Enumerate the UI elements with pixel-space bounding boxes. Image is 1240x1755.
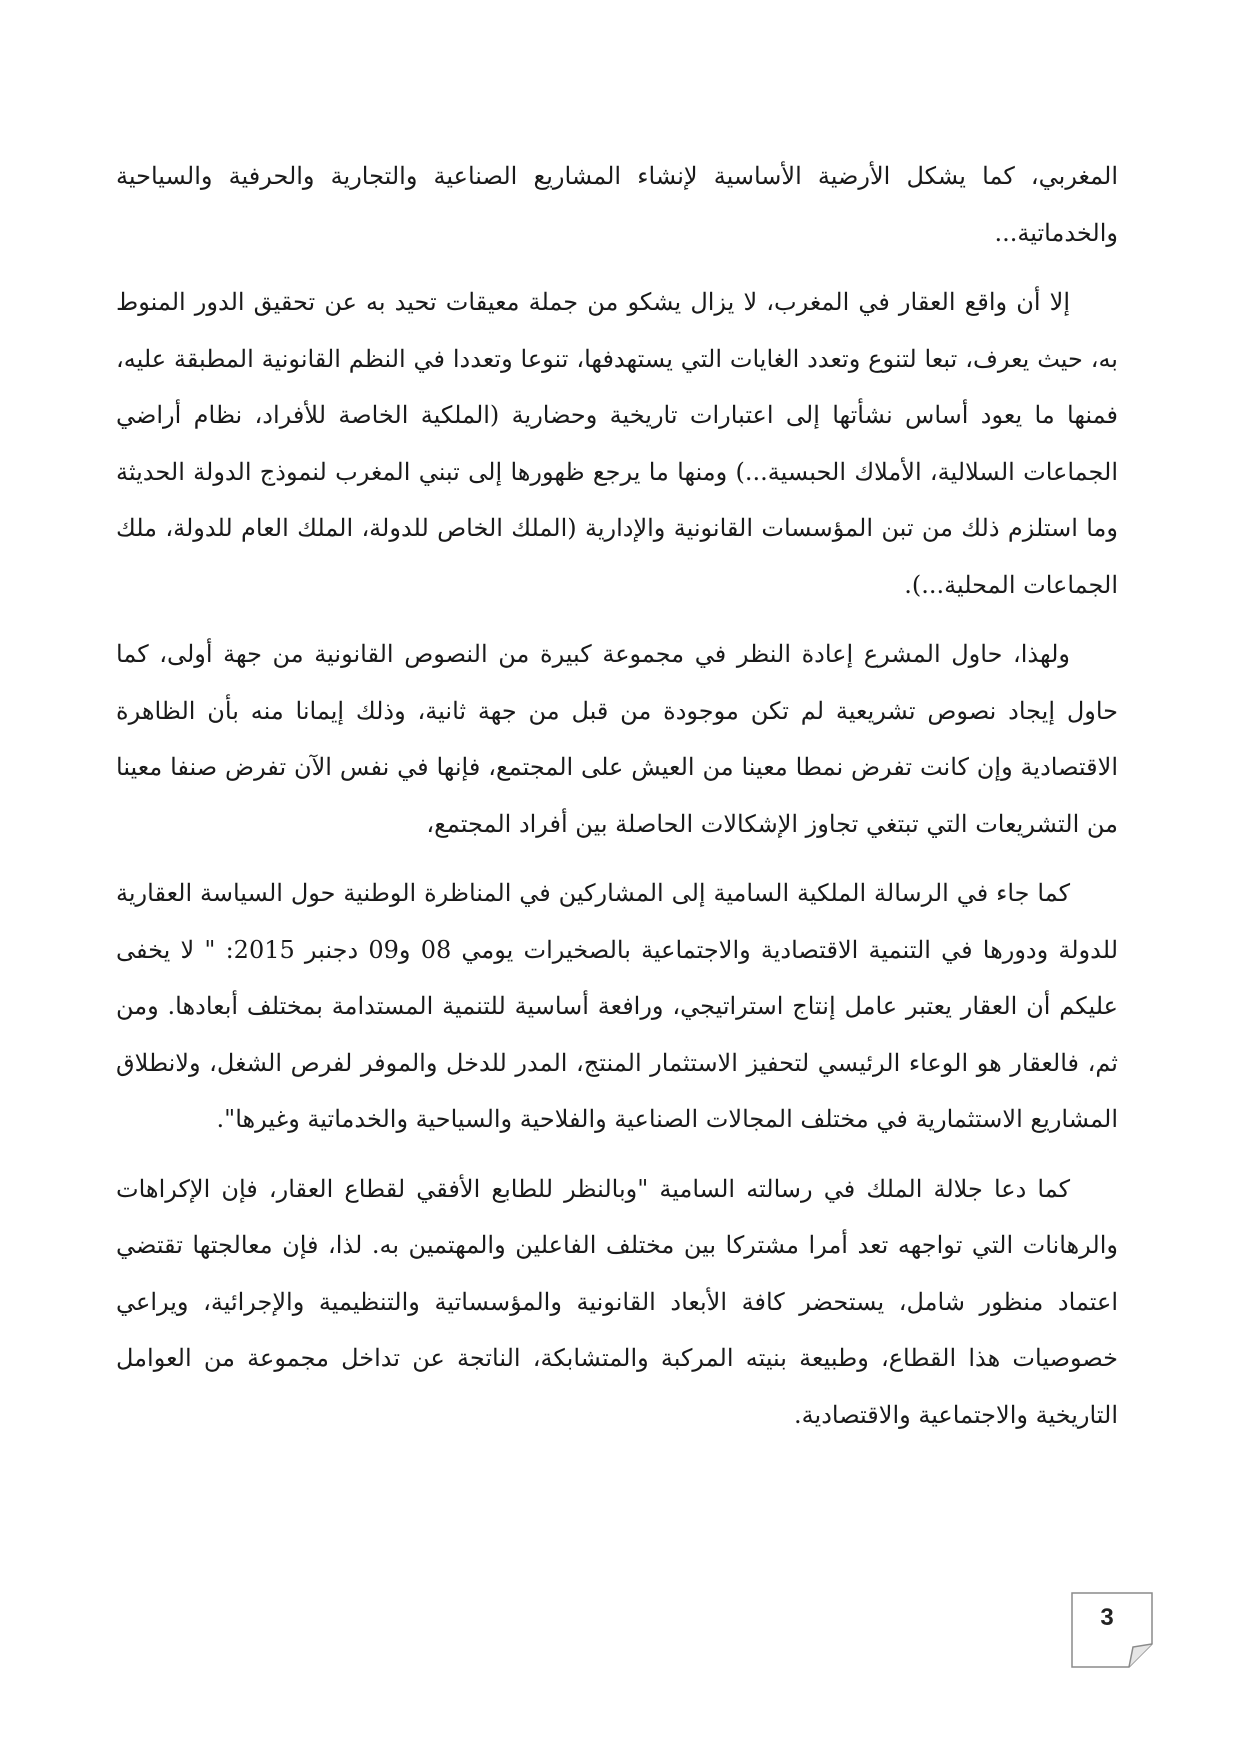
page-number: 3 [1100,1604,1114,1631]
paragraph-1: المغربي، كما يشكل الأرضية الأساسية لإنشاء المشاريع الصناعية والتجارية والحرفية والسياحية والخدماتية... [116,162,1118,247]
body-text [116,148,1118,1456]
paragraph-3: ولهذا، حاول المشرع إعادة النظر في مجموعة كبيرة من النصوص القانونية من جهة أولى، كما حاول إيجاد نصوص تشريعية لم تكن موجودة من قبل من جهة ثانية، وذلك إيمانا منه بأن الظاهرة الاقتصادية وإن كانت تفرض نمطا معينا من العيش على المجتمع، فإنها في نفس الآن تفرض صنفا معينا من التشريعات التي تبتغي تجاوز الإشكالات الحاصلة بين أفراد المجتمع، [116,640,1118,838]
paragraph-4: كما جاء في الرسالة الملكية السامية إلى المشاركين في المناظرة الوطنية حول السياسة العقارية للدولة ودورها في التنمية الاقتصادية والاجتماعية بالصخيرات يومي 08 و09 دجنبر 2015: " لا يخفى عليكم أن العقار يعتبر عامل إنتاج استراتيجي، ورافعة أساسية للتنمية المستدامة بمختلف أبعادها. ومن ثم، فالعقار هو الوعاء الرئيسي لتحفيز الاستثمار المنتج، المدر للدخل والموفر لفرص الشغل، ولانطلاق المشاريع الاستثمارية في مختلف المجالات الصناعية والفلاحية والسياحية والخدماتية وغيرها". [116,879,1119,1133]
paragraph-5: كما دعا جلالة الملك في رسالته السامية "وبالنظر للطابع الأفقي لقطاع العقار، فإن الإكراهات والرهانات التي تواجهه تعد أمرا مشتركا بين مختلف الفاعلين والمهتمين به. لذا، فإن معالجتها تقتضي اعتماد منظور شامل، يستحضر كافة الأبعاد القانونية والمؤسساتية والتنظيمية والإجرائية، ويراعي خصوصيات هذا القطاع، وطبيعة بنيته المركبة والمتشابكة، الناتجة عن تداخل مجموعة من العوامل التاريخية والاجتماعية والاقتصادية. [116,1174,1118,1429]
paragraph-2: إلا أن واقع العقار في المغرب، لا يزال يشكو من جملة معيقات تحيد به عن تحقيق الدور المنوط به، حيث يعرف، تبعا لتنوع وتعدد الغايات التي يستهدفها، تنوعا وتعددا في النظم القانونية المطبقة عليه، فمنها ما يعود أساس نشأتها إلى اعتبارات تاريخية وحضارية (الملكية الخاصة للأفراد، نظام أراضي الجماعات السلالية، الأملاك الحبسية...) ومنها ما يرجع ظهورها إلى تبني المغرب لنموذج الدولة الحديثة وما استلزم ذلك من تبن المؤسسات القانونية والإدارية (الملك الخاص للدولة، الملك العام للدولة، ملك الجماعات المحلية...). [116,288,1118,599]
page-number-badge [1071,1592,1155,1668]
